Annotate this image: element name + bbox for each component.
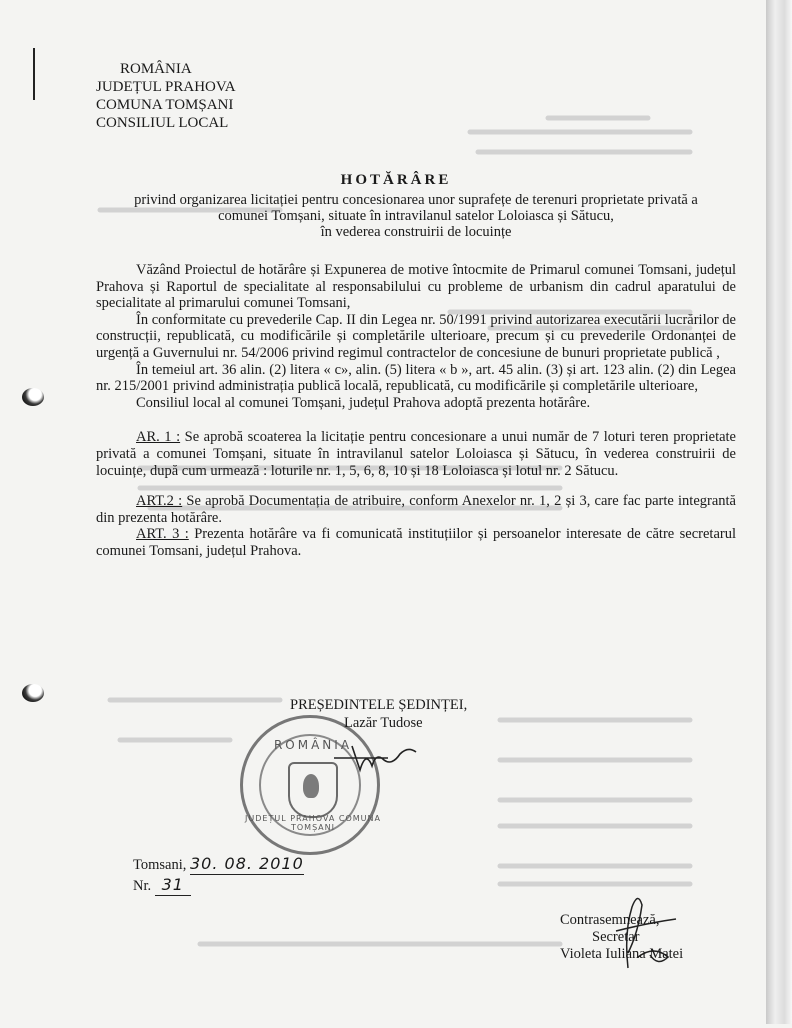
countersign-label: Contrasemnează, [560, 912, 660, 928]
stamp-bottom-text: JUDEȚUL PRAHOVA COMUNA TOMȘANI [245, 814, 381, 832]
president-name: Lazăr Tudose [344, 715, 423, 731]
document-title: HOTĂRÂRE [340, 172, 452, 188]
president-role: PREȘEDINTELE ȘEDINȚEI, [290, 697, 468, 713]
date-line [133, 854, 304, 875]
official-stamp [240, 715, 380, 855]
countersign-block [560, 912, 683, 963]
number-line [133, 875, 304, 896]
stamp-top-text: ROMÂNIA [273, 738, 353, 752]
article-label: ART. 3 : [136, 526, 189, 543]
article-label: ART.2 : [136, 493, 183, 510]
institution-heading [96, 60, 236, 132]
article-3 [96, 526, 736, 559]
preamble-paragraph: În temeiul art. 36 alin. (2) litera « c», alin. (5) litera « b », art. 45 alin. (3) și art. 123 alin. (2) din Legea nr. 215/2001 privind administrația publică locală, republicată, cu modificările și completările ulterioare, [96, 361, 736, 395]
document-subtitle [96, 192, 736, 240]
article-2 [96, 493, 736, 526]
place-label: Tomsani, [133, 857, 187, 873]
article-text: Prezenta hotărâre va fi comunicată instituțiilor și persoanelor interesate de către secretarul comunei Tomsani, județul Prahova. [96, 526, 736, 559]
heading-county: JUDEȚUL PRAHOVA [96, 79, 236, 95]
subtitle-line: comunei Tomșani, situate în intravilanul satelor Loloiasca și Sătucu, [218, 208, 614, 224]
number-label: Nr. [133, 878, 152, 894]
article-1 [96, 429, 736, 479]
preamble-paragraph: Văzând Proiectul de hotărâre și Expunerea de motive întocmite de Primarul comunei Tomsani, județul Prahova și Raportul de specialitate al responsabilului cu probleme de urbanism din cadrul aparatului de specialitate al primarului comunei Tomsani, [96, 262, 736, 312]
article-text: Se aprobă Documentația de atribuire, conform Anexelor nr. 1, 2 și 3, care fac parte integrantă din prezenta hotărâre. [96, 493, 736, 526]
subtitle-line: în vederea construirii de locuințe [320, 224, 512, 240]
document-body [96, 262, 736, 560]
preamble-paragraph: Consiliul local al comunei Tomșani, județul Prahova adoptă prezenta hotărâre. [136, 394, 591, 411]
heading-commune: COMUNA TOMȘANI [96, 97, 234, 113]
preamble-paragraph: În conformitate cu prevederile Cap. II din Legea nr. 50/1991 privind autorizarea executării lucrărilor de construcții, republicată, cu modificările și completările ulterioare, precum și cu prevederile Ordonanței de urgență a Guvernului nr. 54/2006 privind regimul contractelor de concesiune de bunuri proprietate publică , [96, 311, 736, 361]
place-and-date [133, 854, 304, 896]
president-signature-block [290, 696, 467, 732]
heading-council: CONSILIUL LOCAL [96, 115, 229, 131]
date-value: 30. 08. 2010 [189, 854, 304, 873]
secretary-role: Secretar [592, 929, 640, 945]
secretary-name: Violeta Iuliana Matei [560, 946, 684, 962]
article-label: AR. 1 : [136, 429, 181, 446]
number-value: 31 [155, 875, 191, 896]
subtitle-line: privind organizarea licitației pentru concesionarea unor suprafețe de terenuri proprietate privată a [134, 192, 698, 208]
president-signature [330, 740, 420, 780]
heading-country: ROMÂNIA [120, 61, 192, 77]
article-text: Se aprobă scoaterea la licitație pentru concesionare a unui număr de 7 loturi teren proprietate privată a comunei Tomșani, situate în intravilanul satelor Loloiasca și Sătucu, în vederea construirii de locuințe, după cum urmează : loturile nr. 1, 5, 6, 8, 10 și 18 Loloiasca și lotul nr. 2 Sătucu. [96, 429, 736, 479]
